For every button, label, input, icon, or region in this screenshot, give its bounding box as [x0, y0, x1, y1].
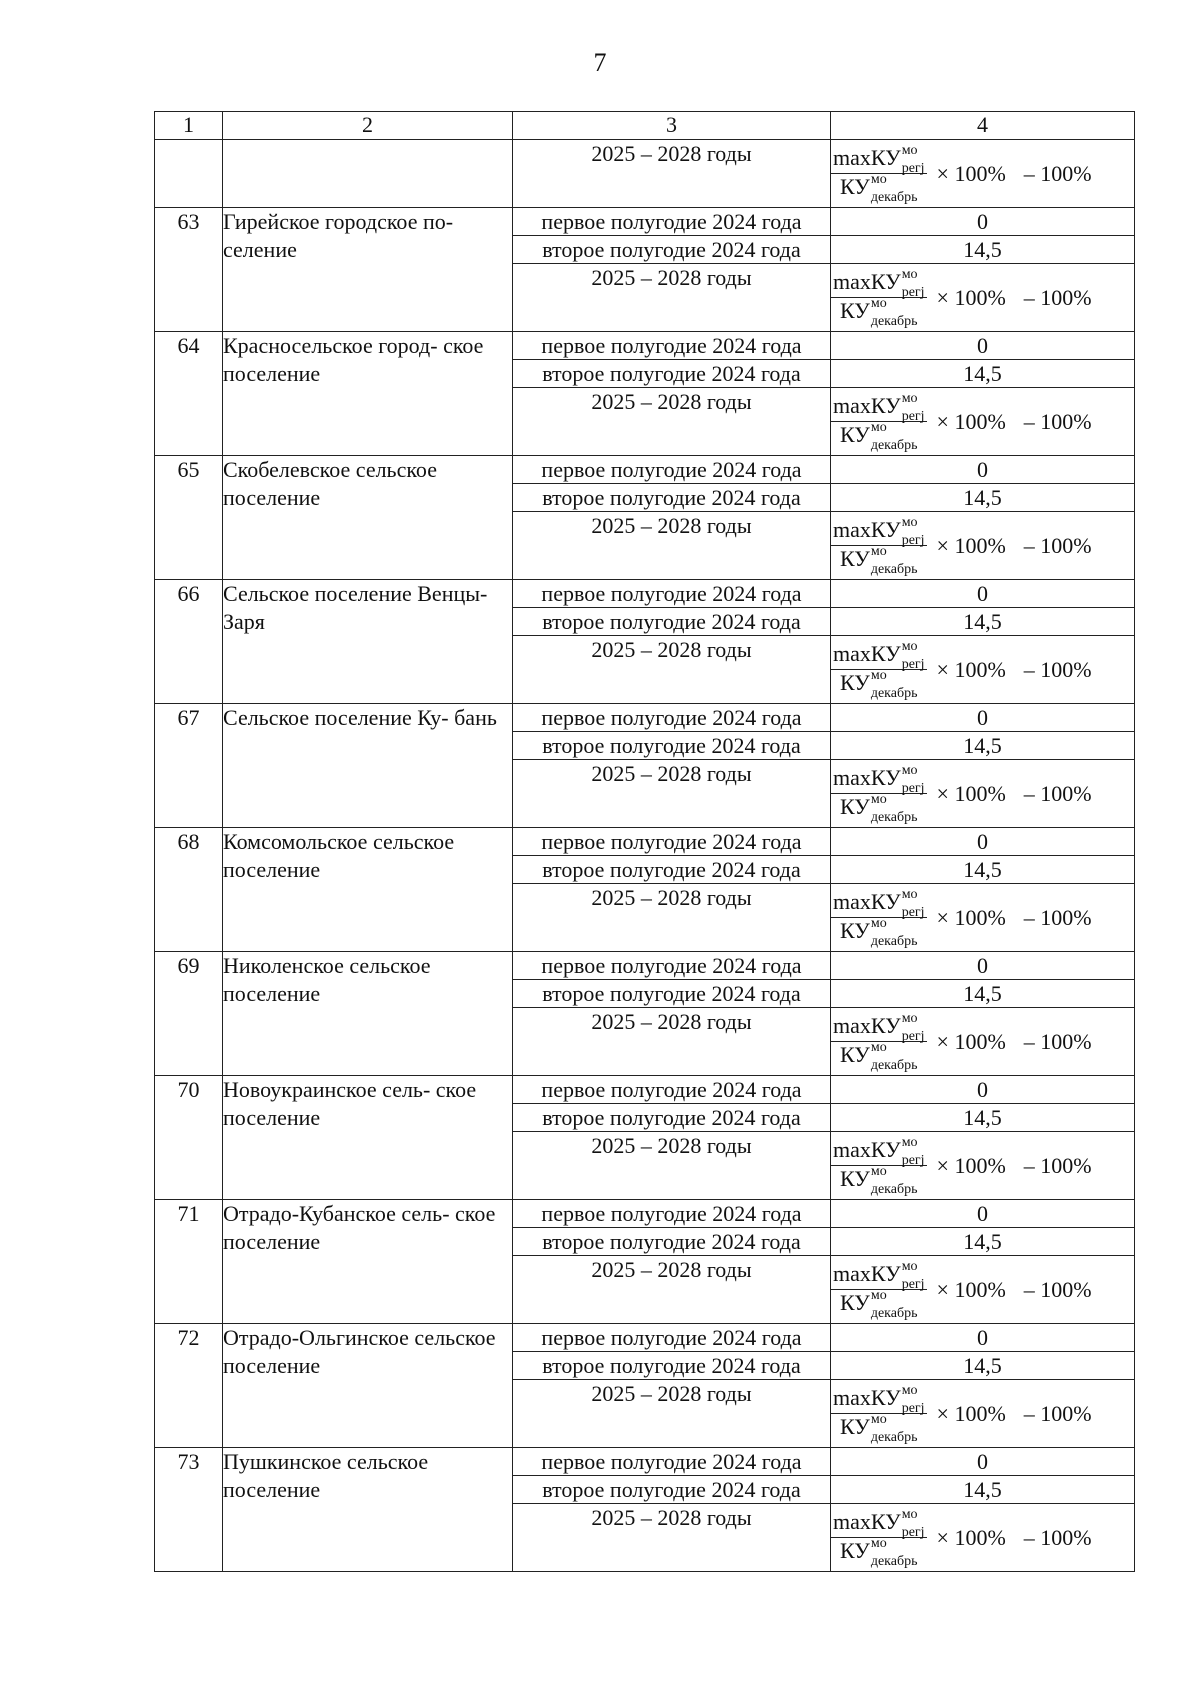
table-row [155, 1076, 1135, 1104]
formula-denominator-sub: декабрь [870, 809, 918, 825]
row-number: 71 [155, 1200, 223, 1324]
formula-numerator-sup: мо [901, 1135, 918, 1150]
settlement-name: Отрадо-Кубанское сель- ское поселение [223, 1200, 513, 1324]
table-row [155, 1448, 1135, 1476]
period-second-half: второе полугодие 2024 года [513, 1228, 831, 1256]
period-first-half: первое полугодие 2024 года [513, 456, 831, 484]
value-second-half: 14,5 [831, 856, 1135, 884]
page-number: 7 [593, 48, 607, 77]
settlement-name: Сельское поселение Венцы-Заря [223, 580, 513, 704]
formula-numerator-sub: регj [901, 409, 925, 424]
formula-numerator: maxКУ [833, 1509, 901, 1535]
formula-fraction [831, 1135, 927, 1197]
row-number: 69 [155, 952, 223, 1076]
formula-denominator: КУ [840, 298, 870, 323]
formula-cell [831, 760, 1135, 828]
header-col-3: 3 [513, 112, 831, 140]
value-first-half: 0 [831, 1448, 1135, 1476]
formula-minus: – 100% [1023, 780, 1092, 806]
settlement-name: Скобелевское сельское поселение [223, 456, 513, 580]
formula-cell [831, 1256, 1135, 1324]
period-years: 2025 – 2028 годы [513, 1008, 831, 1076]
formula-numerator: maxКУ [833, 1261, 901, 1287]
formula-denominator-sup: мо [870, 1411, 887, 1427]
formula-times: × 100% [936, 904, 1006, 930]
period-years: 2025 – 2028 годы [513, 140, 831, 208]
formula-denominator: КУ [840, 422, 870, 447]
formula-denominator-sub: декабрь [870, 561, 918, 577]
formula-fraction [831, 639, 927, 701]
row-number: 70 [155, 1076, 223, 1200]
table-row [155, 456, 1135, 484]
period-years: 2025 – 2028 годы [513, 512, 831, 580]
formula-numerator-sup: мо [901, 1259, 918, 1274]
formula-times: × 100% [936, 780, 1006, 806]
formula-numerator-sup: мо [901, 1507, 918, 1522]
table-row [155, 208, 1135, 236]
value-first-half: 0 [831, 208, 1135, 236]
formula-fraction [831, 1011, 927, 1073]
tariff-table [154, 111, 1135, 1572]
row-number: 65 [155, 456, 223, 580]
formula-fraction [831, 143, 927, 205]
formula-denominator-sub: декабрь [870, 933, 918, 949]
table-row [155, 332, 1135, 360]
value-second-half: 14,5 [831, 608, 1135, 636]
formula-numerator-sub: регj [901, 161, 925, 176]
formula-numerator-sup: мо [901, 1383, 918, 1398]
formula-numerator: maxКУ [833, 1385, 901, 1411]
period-first-half: первое полугодие 2024 года [513, 1076, 831, 1104]
period-years: 2025 – 2028 годы [513, 760, 831, 828]
row-number: 73 [155, 1448, 223, 1572]
formula-cell [831, 1504, 1135, 1572]
formula-minus: – 100% [1023, 408, 1092, 434]
row-number: 68 [155, 828, 223, 952]
formula-numerator-sup: мо [901, 763, 918, 778]
formula-minus: – 100% [1023, 160, 1092, 186]
formula-minus: – 100% [1023, 1524, 1092, 1550]
formula-fraction [831, 267, 927, 329]
formula-numerator-sub: регj [901, 905, 925, 920]
period-years: 2025 – 2028 годы [513, 1132, 831, 1200]
formula-minus: – 100% [1023, 284, 1092, 310]
formula-denominator: КУ [840, 1042, 870, 1067]
formula-numerator-sup: мо [901, 143, 918, 158]
formula-denominator: КУ [840, 918, 870, 943]
value-first-half: 0 [831, 704, 1135, 732]
period-first-half: первое полугодие 2024 года [513, 704, 831, 732]
formula-denominator: КУ [840, 794, 870, 819]
formula-denominator-sub: декабрь [870, 437, 918, 453]
period-second-half: второе полугодие 2024 года [513, 608, 831, 636]
formula-denominator-sup: мо [870, 1039, 887, 1055]
formula-numerator-sub: регj [901, 1029, 925, 1044]
table-row [155, 1324, 1135, 1352]
formula-minus: – 100% [1023, 656, 1092, 682]
formula-numerator: maxКУ [833, 145, 901, 171]
table-row [155, 952, 1135, 980]
formula-numerator: maxКУ [833, 1013, 901, 1039]
formula-denominator-sub: декабрь [870, 1181, 918, 1197]
continued-row [155, 140, 1135, 208]
period-first-half: первое полугодие 2024 года [513, 332, 831, 360]
value-second-half: 14,5 [831, 980, 1135, 1008]
formula-fraction [831, 391, 927, 453]
formula-cell [831, 388, 1135, 456]
period-second-half: второе полугодие 2024 года [513, 236, 831, 264]
value-first-half: 0 [831, 1324, 1135, 1352]
value-first-half: 0 [831, 456, 1135, 484]
formula-minus: – 100% [1023, 1276, 1092, 1302]
settlement-name: Новоукраинское сель- ское поселение [223, 1076, 513, 1200]
settlement-name: Сельское поселение Ку- бань [223, 704, 513, 828]
formula-numerator-sub: регj [901, 1401, 925, 1416]
value-second-half: 14,5 [831, 1104, 1135, 1132]
formula-numerator-sub: регj [901, 781, 925, 796]
period-second-half: второе полугодие 2024 года [513, 856, 831, 884]
row-number: 72 [155, 1324, 223, 1448]
period-first-half: первое полугодие 2024 года [513, 828, 831, 856]
formula-denominator-sub: декабрь [870, 189, 918, 205]
period-first-half: первое полугодие 2024 года [513, 580, 831, 608]
value-first-half: 0 [831, 332, 1135, 360]
period-second-half: второе полугодие 2024 года [513, 484, 831, 512]
continued-num [155, 140, 223, 208]
formula-numerator: maxКУ [833, 889, 901, 915]
value-first-half: 0 [831, 1076, 1135, 1104]
formula-denominator-sub: декабрь [870, 1057, 918, 1073]
period-second-half: второе полугодие 2024 года [513, 1476, 831, 1504]
formula-denominator-sup: мо [870, 1163, 887, 1179]
formula-numerator-sup: мо [901, 515, 918, 530]
formula-numerator-sup: мо [901, 639, 918, 654]
formula-numerator: maxКУ [833, 393, 901, 419]
formula-denominator-sub: декабрь [870, 1429, 918, 1445]
formula-numerator-sup: мо [901, 391, 918, 406]
header-col-1: 1 [155, 112, 223, 140]
period-first-half: первое полугодие 2024 года [513, 952, 831, 980]
formula-fraction [831, 887, 927, 949]
period-second-half: второе полугодие 2024 года [513, 1104, 831, 1132]
settlement-name: Комсомольское сельское поселение [223, 828, 513, 952]
formula-cell [831, 636, 1135, 704]
settlement-name: Гирейское городское по- селение [223, 208, 513, 332]
period-years: 2025 – 2028 годы [513, 884, 831, 952]
period-first-half: первое полугодие 2024 года [513, 1324, 831, 1352]
formula-numerator: maxКУ [833, 765, 901, 791]
row-number: 66 [155, 580, 223, 704]
formula-numerator-sup: мо [901, 267, 918, 282]
formula-denominator: КУ [840, 1538, 870, 1563]
value-second-half: 14,5 [831, 484, 1135, 512]
value-second-half: 14,5 [831, 732, 1135, 760]
value-first-half: 0 [831, 952, 1135, 980]
formula-times: × 100% [936, 408, 1006, 434]
formula-denominator-sup: мо [870, 667, 887, 683]
formula-minus: – 100% [1023, 904, 1092, 930]
value-second-half: 14,5 [831, 1476, 1135, 1504]
formula-numerator: maxКУ [833, 269, 901, 295]
formula-numerator-sup: мо [901, 887, 918, 902]
period-years: 2025 – 2028 годы [513, 1256, 831, 1324]
formula-fraction [831, 1383, 927, 1445]
formula-numerator: maxКУ [833, 1137, 901, 1163]
formula-denominator-sub: декабрь [870, 1305, 918, 1321]
settlement-name: Пушкинское сельское поселение [223, 1448, 513, 1572]
table-row [155, 580, 1135, 608]
formula-cell [831, 884, 1135, 952]
period-years: 2025 – 2028 годы [513, 264, 831, 332]
formula-cell [831, 140, 1135, 208]
table-row [155, 1200, 1135, 1228]
value-first-half: 0 [831, 828, 1135, 856]
formula-cell [831, 264, 1135, 332]
value-first-half: 0 [831, 580, 1135, 608]
period-first-half: первое полугодие 2024 года [513, 1448, 831, 1476]
formula-denominator-sub: декабрь [870, 313, 918, 329]
formula-denominator: КУ [840, 174, 870, 199]
formula-denominator-sub: декабрь [870, 685, 918, 701]
formula-minus: – 100% [1023, 1400, 1092, 1426]
formula-cell [831, 1380, 1135, 1448]
value-second-half: 14,5 [831, 1228, 1135, 1256]
formula-numerator: maxКУ [833, 641, 901, 667]
formula-denominator-sup: мо [870, 915, 887, 931]
settlement-name: Отрадо-Ольгинское сельское поселение [223, 1324, 513, 1448]
period-first-half: первое полугодие 2024 года [513, 1200, 831, 1228]
period-second-half: второе полугодие 2024 года [513, 980, 831, 1008]
formula-times: × 100% [936, 1400, 1006, 1426]
period-second-half: второе полугодие 2024 года [513, 732, 831, 760]
formula-minus: – 100% [1023, 1152, 1092, 1178]
formula-denominator-sup: мо [870, 419, 887, 435]
header-col-2: 2 [223, 112, 513, 140]
formula-numerator: maxКУ [833, 517, 901, 543]
formula-denominator-sub: декабрь [870, 1553, 918, 1569]
formula-cell [831, 1008, 1135, 1076]
formula-times: × 100% [936, 1276, 1006, 1302]
header-col-4: 4 [831, 112, 1135, 140]
formula-times: × 100% [936, 532, 1006, 558]
period-years: 2025 – 2028 годы [513, 636, 831, 704]
formula-fraction [831, 763, 927, 825]
formula-denominator: КУ [840, 546, 870, 571]
period-second-half: второе полугодие 2024 года [513, 1352, 831, 1380]
formula-denominator: КУ [840, 1290, 870, 1315]
table-row [155, 704, 1135, 732]
settlement-name: Николенское сельское поселение [223, 952, 513, 1076]
formula-times: × 100% [936, 1028, 1006, 1054]
formula-denominator: КУ [840, 670, 870, 695]
row-number: 64 [155, 332, 223, 456]
formula-times: × 100% [936, 1524, 1006, 1550]
formula-minus: – 100% [1023, 1028, 1092, 1054]
formula-numerator-sup: мо [901, 1011, 918, 1026]
period-years: 2025 – 2028 годы [513, 1380, 831, 1448]
formula-numerator-sub: регj [901, 533, 925, 548]
formula-numerator-sub: регj [901, 657, 925, 672]
formula-denominator-sup: мо [870, 295, 887, 311]
formula-denominator-sup: мо [870, 1535, 887, 1551]
formula-denominator-sup: мо [870, 791, 887, 807]
period-second-half: второе полугодие 2024 года [513, 360, 831, 388]
value-second-half: 14,5 [831, 1352, 1135, 1380]
formula-numerator-sub: регj [901, 1153, 925, 1168]
formula-fraction [831, 1259, 927, 1321]
formula-denominator: КУ [840, 1166, 870, 1191]
continued-name [223, 140, 513, 208]
formula-numerator-sub: регj [901, 1277, 925, 1292]
formula-minus: – 100% [1023, 532, 1092, 558]
formula-cell [831, 512, 1135, 580]
table-row [155, 828, 1135, 856]
formula-fraction [831, 1507, 927, 1569]
row-number: 67 [155, 704, 223, 828]
formula-denominator-sup: мо [870, 171, 887, 187]
settlement-name: Красносельское город- ское поселение [223, 332, 513, 456]
formula-times: × 100% [936, 284, 1006, 310]
value-second-half: 14,5 [831, 360, 1135, 388]
formula-times: × 100% [936, 1152, 1006, 1178]
formula-cell [831, 1132, 1135, 1200]
formula-numerator-sub: регj [901, 1525, 925, 1540]
period-first-half: первое полугодие 2024 года [513, 208, 831, 236]
formula-denominator-sup: мо [870, 1287, 887, 1303]
formula-times: × 100% [936, 160, 1006, 186]
value-first-half: 0 [831, 1200, 1135, 1228]
period-years: 2025 – 2028 годы [513, 1504, 831, 1572]
formula-denominator-sup: мо [870, 543, 887, 559]
formula-numerator-sub: регj [901, 285, 925, 300]
value-second-half: 14,5 [831, 236, 1135, 264]
row-number: 63 [155, 208, 223, 332]
formula-denominator: КУ [840, 1414, 870, 1439]
header-row [155, 112, 1135, 140]
formula-fraction [831, 515, 927, 577]
formula-times: × 100% [936, 656, 1006, 682]
period-years: 2025 – 2028 годы [513, 388, 831, 456]
